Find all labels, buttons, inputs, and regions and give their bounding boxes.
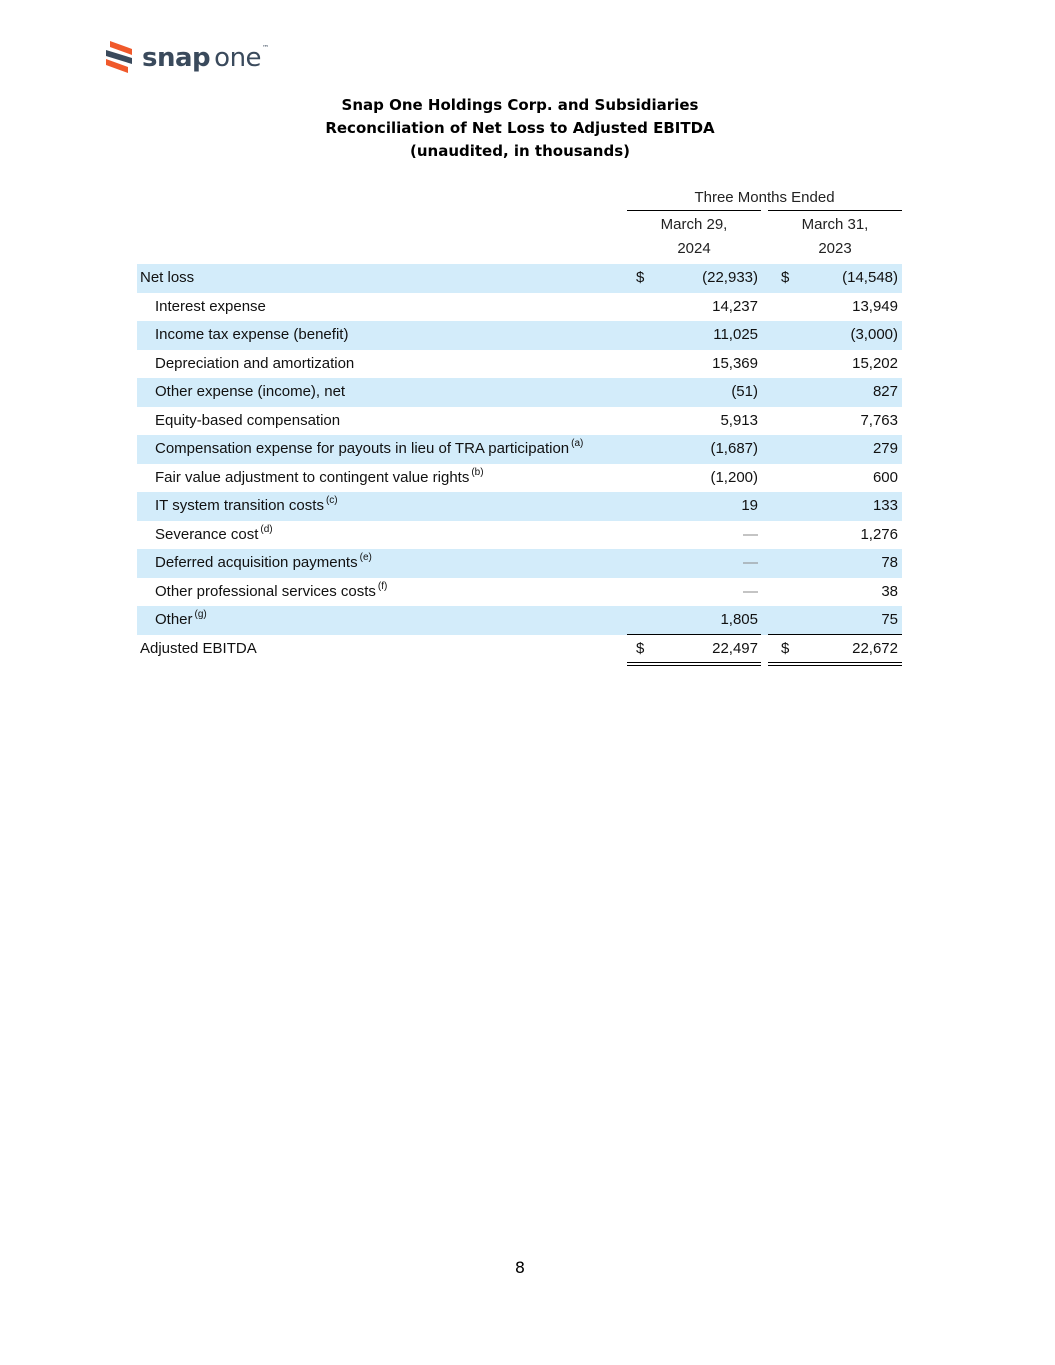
footnote-marker: (a) [571,438,584,449]
footnote-marker: (e) [359,552,372,563]
footnote-marker: (b) [471,466,484,478]
value-2024: 14,237 [712,297,758,315]
snap-one-logo-icon [104,41,136,75]
table-row-tra-payouts [137,435,902,464]
value-2024: (22,933) [702,269,758,286]
total-double-rule-col1-second [627,665,761,666]
table-row-professional-services [137,578,902,607]
value-2023: 600 [872,468,898,486]
value-2024: (1,687) [710,440,758,457]
value-2023: 15,202 [852,354,898,372]
value-2023: 75 [881,611,898,628]
row-label: Interest expense [155,297,266,315]
value-2023: 7,763 [860,411,898,429]
value-2023: 13,949 [852,297,898,315]
total-double-rule-col1 [627,662,761,663]
value-2023: 22,672 [852,639,898,657]
value-2024: 19 [741,497,758,514]
column-header-2024-year: 2024 [677,240,711,257]
table-row-interest-expense [137,293,902,322]
report-title-company: Snap One Holdings Corp. and Subsidiaries [341,96,699,114]
reconciliation-table [137,264,902,663]
row-label: Depreciation and amortization [155,354,355,372]
report-title-statement: Reconciliation of Net Loss to Adjusted EBITDA [325,119,715,137]
value-2024: (51) [731,383,758,400]
row-label: Equity-based compensation [155,411,341,429]
row-label: Other expense (income), net [155,383,346,400]
table-row-net-loss [137,264,902,293]
row-label: IT system transition costs $^{(c)}$ [155,495,338,514]
column-header-2023-date: March 31, [801,216,869,233]
value-2024: (1,200) [710,468,758,486]
value-2023: 78 [881,554,898,571]
footnote-marker: (c) [325,495,338,506]
company-logo [104,40,269,76]
currency-symbol: $ [781,639,790,657]
value-2024: 11,025 [713,326,758,343]
table-row-other-expense [137,378,902,407]
value-2024: 22,497 [712,639,758,657]
total-top-rule-col1 [627,634,761,635]
logo-trademark: ™ [262,44,269,52]
currency-symbol: $ [636,639,645,657]
table-row-contingent-value-rights [137,464,902,493]
report-title-units: (unaudited, in thousands) [409,142,631,160]
page-number: 8 [514,1258,526,1277]
row-label: Net loss [140,269,195,286]
value-2023: 827 [872,383,898,400]
footnote-marker: (f) [377,580,388,592]
row-label: Severance cost $^{(d)}$ [155,523,273,543]
value-2024: 5,913 [720,411,758,429]
column-header-2024-date: March 29, [660,216,728,233]
value-2024: 15,369 [712,354,758,372]
row-label: Other $^{(g)}$ [155,609,207,628]
table-row-deferred-acquisition [137,549,902,578]
row-label: Compensation expense for payouts in lieu of TRA participation $^{(a)}$ [155,438,584,457]
logo-word-one: one [214,43,262,73]
value-2023: (3,000) [850,326,898,343]
value-2023: 1,276 [860,525,898,543]
table-row-equity-compensation [137,407,902,436]
table-row-severance [137,521,902,550]
value-2023: (14,548) [842,269,898,286]
row-label: Adjusted EBITDA [140,639,257,657]
table-row-income-tax [137,321,902,350]
table-row-other [137,606,902,635]
table-row-depreciation [137,350,902,379]
value-2024: — [743,525,758,543]
header-underline-col2 [768,210,902,211]
row-label: Deferred acquisition payments $^{(e)}$ [155,552,372,571]
currency-symbol: $ [636,269,645,286]
value-2023: 38 [881,582,898,600]
row-label: Income tax expense (benefit) [155,326,349,343]
footnote-marker: (g) [194,609,207,620]
value-2024: — [743,554,758,571]
logo-wordmark [142,45,269,71]
total-top-rule-col2 [768,634,902,635]
column-header-2023 [769,213,901,261]
value-2024: 1,805 [720,611,758,628]
column-header-2024 [628,213,760,261]
row-label: Fair value adjustment to contingent value rights $^{(b)}$ [155,466,484,486]
total-double-rule-col2-second [768,665,902,666]
column-group-header: Three Months Ended [694,189,835,206]
report-title-block [0,94,1040,163]
value-2023: 133 [872,497,898,514]
logo-word-snap: snap [142,43,211,73]
footnote-marker: (d) [260,523,273,535]
table-row-adjusted-ebitda [137,635,902,664]
total-double-rule-col2 [768,662,902,663]
column-header-2023-year: 2023 [818,240,852,257]
value-2023: 279 [872,440,898,457]
value-2024: — [743,582,758,600]
header-underline-col1 [627,210,761,211]
currency-symbol: $ [781,269,790,286]
table-row-it-transition [137,492,902,521]
row-label: Other professional services costs $^{(f)}$ [155,580,388,600]
